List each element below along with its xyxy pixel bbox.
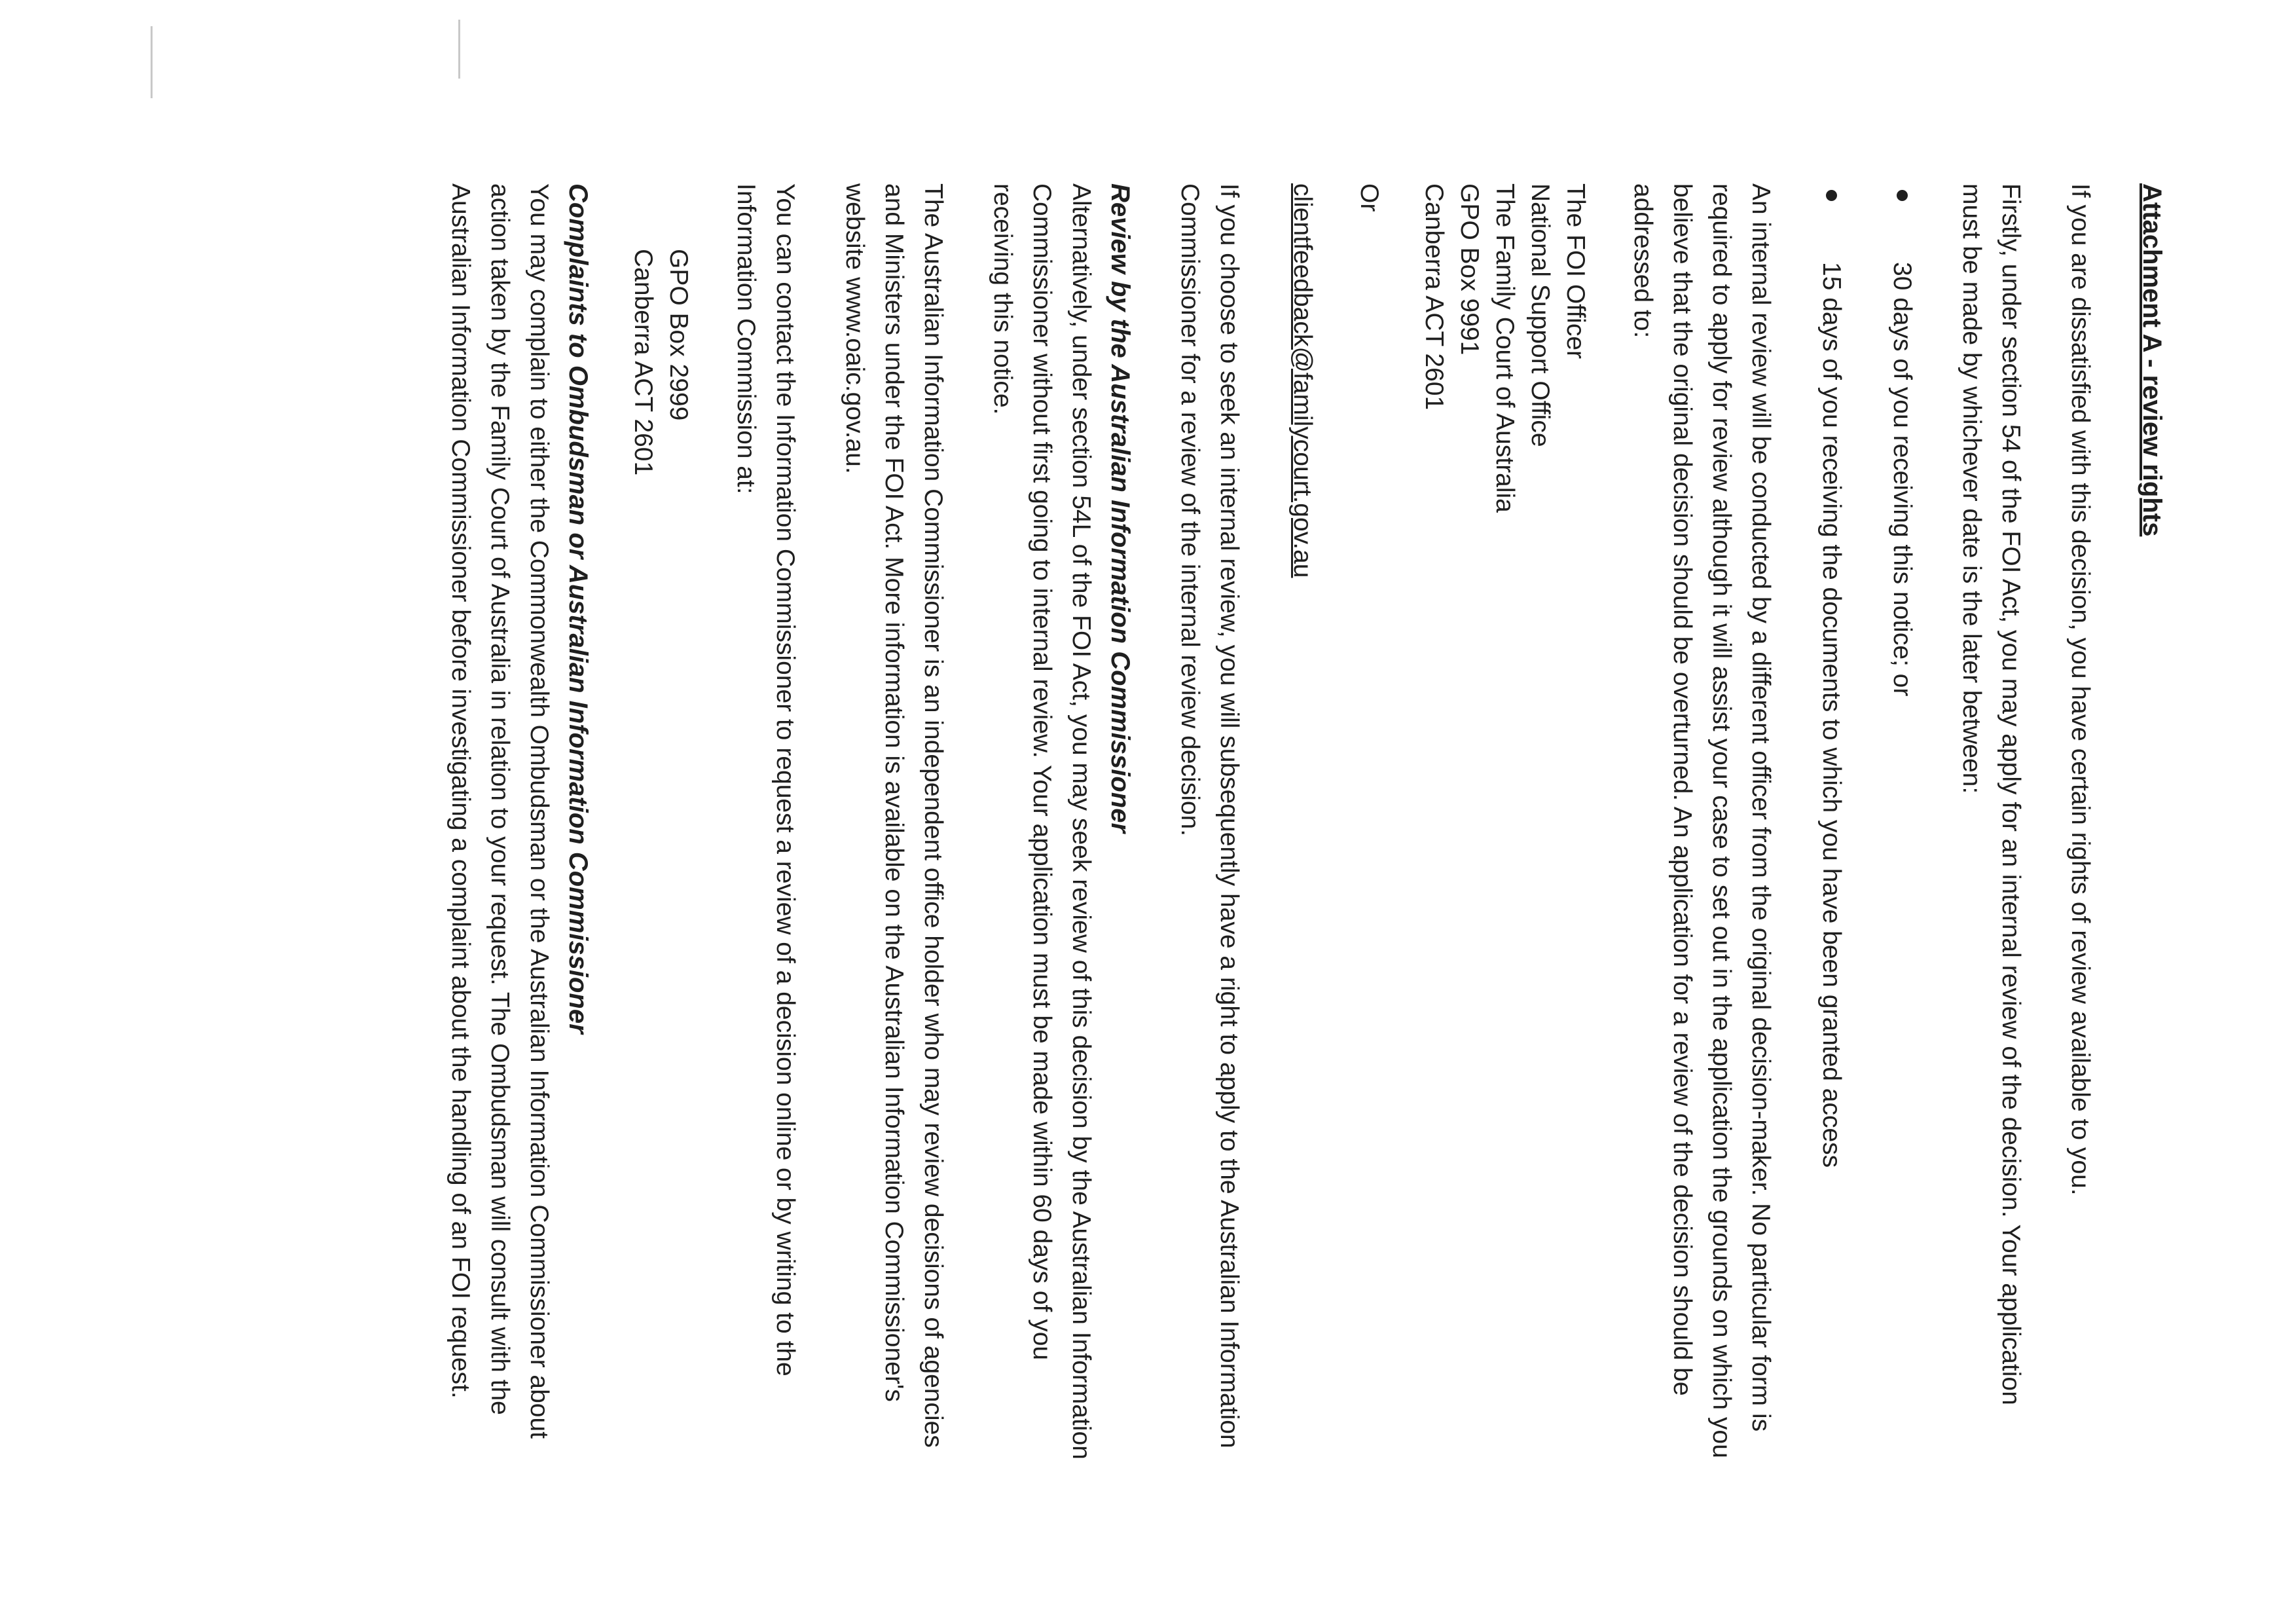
commissioner-review-paragraph: Alternatively, under section 54L of the FOI Act, you may seek review of this decision by the Australian Information Commissioner without first going to internal review. Your application must be made within 60 days of you receiving this notice. xyxy=(989,183,1095,1460)
list-item-text: 15 days of you receiving the documents to which you have been granted access xyxy=(1817,262,1846,1168)
commissioner-review-heading: Review by the Australian Information Commissioner xyxy=(1106,183,1135,834)
intro-paragraph: If you are dissatisfied with this decision, you have certain rights of review available to you. xyxy=(2066,183,2094,1196)
document-heading: Attachment A - review rights xyxy=(2138,183,2166,537)
address-line: The Family Court of Australia xyxy=(1491,183,1519,513)
scan-artifact xyxy=(151,26,153,98)
or-label: Or xyxy=(1355,183,1383,212)
deadline-list xyxy=(1812,183,1922,1467)
independent-office-paragraph: The Australian Information Commissioner is an independent office holder who may review decisions of agencies and Ministers under the FOI Act. More information is available on the Australian Information Commissioner's website www.oaic.gov.au. xyxy=(841,183,947,1448)
address-line: GPO Box 2999 xyxy=(665,249,693,421)
address-line: Canberra ACT 2601 xyxy=(629,249,657,476)
list-item xyxy=(1812,183,1851,1467)
foi-officer-address xyxy=(1416,183,1593,1467)
feedback-email-link[interactable]: clientfeedback@familycourt.gov.au xyxy=(1288,183,1317,578)
list-item-text: 30 days of you receiving this notice; or xyxy=(1888,262,1916,697)
internal-review-paragraph: Firstly, under section 54 of the FOI Act, you may apply for an internal review of the decision. Your application must be made by whichever date is the later between: xyxy=(1958,183,2025,1405)
bullet-icon xyxy=(1897,190,1908,201)
list-item xyxy=(1882,183,1922,1467)
complaints-heading: Complaints to Ombudsman or Australian Information Commissioner xyxy=(564,183,592,1034)
subsequent-review-paragraph: If you choose to seek an internal review, you will subsequently have a right to apply to the Australian Information Commissioner for a review of the internal review decision. xyxy=(1176,183,1243,1449)
address-line: The FOI Officer xyxy=(1561,183,1590,360)
contact-commissioner-paragraph: You can contact the Information Commissioner to request a review of a decision online or by writing to the Information Commission at: xyxy=(732,183,799,1376)
address-line: GPO Box 9991 xyxy=(1455,183,1484,356)
bullet-icon xyxy=(1826,190,1837,201)
internal-review-conduct-paragraph: An internal review will be conducted by a different officer from the original decision-maker. No particular form is required to apply for review although it will assist your case to set out in the application the grounds on which you believe that the original decision should be overturned. An application for a review of the decision should be addressed to: xyxy=(1629,183,1775,1458)
address-line: National Support Office xyxy=(1526,183,1554,447)
commission-address xyxy=(625,249,696,1467)
complaints-paragraph: You may complain to either the Commonwealth Ombudsman or the Australian Information Commissioner about action taken by the Family Court of Australia in relation to your request. The Ombudsman will consult with the Australian Information Commissioner before investigating a complaint about the handling of an FOI request. xyxy=(446,183,553,1439)
document-body xyxy=(410,183,2172,1467)
address-line: Canberra ACT 2601 xyxy=(1420,183,1448,411)
scan-artifact xyxy=(458,20,460,79)
